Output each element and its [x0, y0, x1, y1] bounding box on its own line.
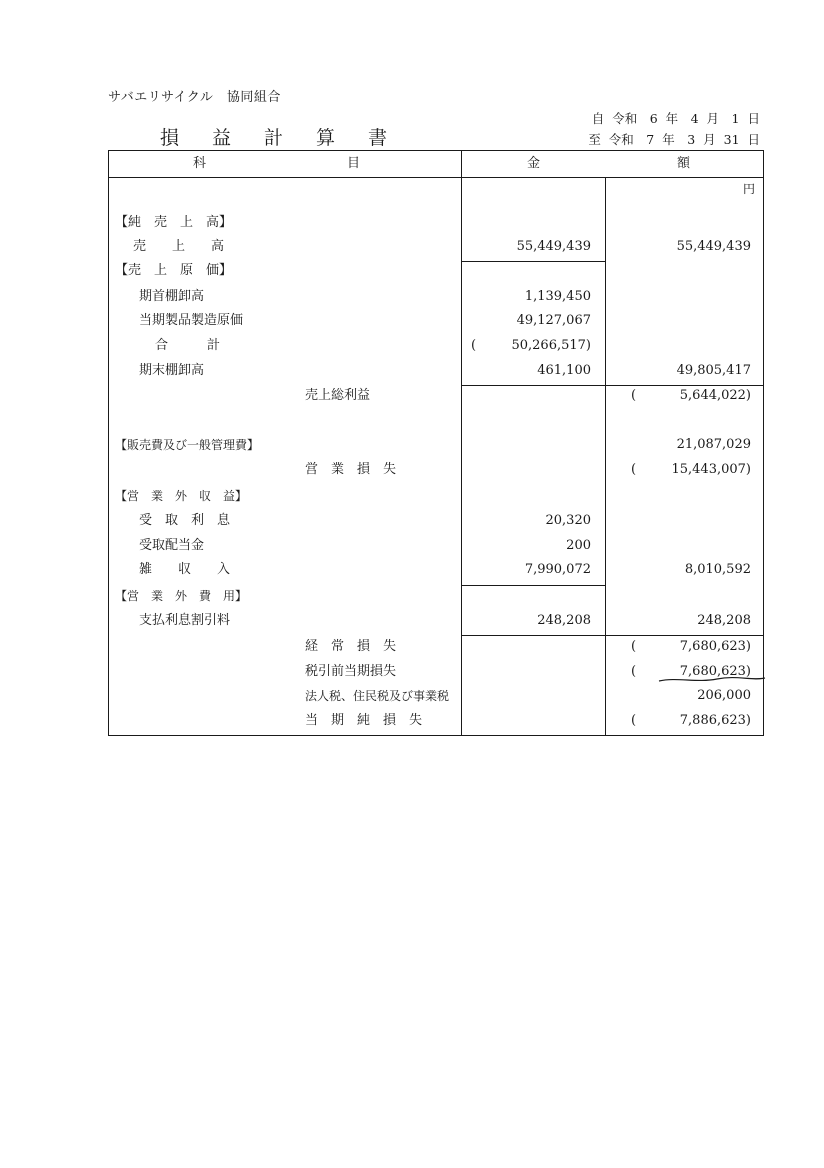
amount-col1: 1,139,450 — [524, 289, 591, 304]
header-kamoku-left: 科 — [193, 156, 207, 171]
period-to: 至 令和 7 年 3 月 31 日 — [588, 132, 760, 147]
open-paren: ( — [631, 664, 637, 679]
income-statement-table — [108, 150, 764, 736]
document-title: 損益計算書 — [160, 127, 421, 149]
period-from: 自 令和 6 年 4 月 1 日 — [591, 111, 760, 126]
row-label: 売 上 高 — [133, 239, 225, 254]
row-label: 【営 業 外 費 用】 — [115, 589, 248, 603]
amount-col1: 20,320 — [545, 513, 591, 528]
row-label: 合 計 — [155, 338, 221, 353]
row-label: 法人税、住民税及び事業税 — [305, 689, 450, 703]
row-label: 受取配当金 — [139, 538, 205, 553]
col1-rule-2 — [461, 385, 605, 386]
amount-col1: 55,449,439 — [516, 239, 591, 254]
col1-rule-1 — [461, 261, 605, 262]
row-label: 雑 収 入 — [139, 562, 231, 577]
open-paren: ( — [631, 639, 637, 654]
row-label: 受 取 利 息 — [139, 513, 231, 528]
amount-col2: 49,805,417 — [676, 363, 751, 378]
amount-col1: 7,990,072 — [524, 562, 591, 577]
amount-col1: 200 — [566, 538, 591, 553]
amount-col2: 206,000 — [697, 688, 751, 703]
amount-col1: 248,208 — [537, 613, 591, 628]
open-paren: ( — [631, 388, 637, 403]
col1-rule-3 — [461, 585, 605, 586]
amount-col2: 7,680,623) — [679, 664, 751, 679]
row-label: 経 常 損 失 — [305, 639, 397, 654]
column-divider-1 — [461, 151, 462, 735]
row-label: 当期製品製造原価 — [139, 313, 244, 328]
row-label: 税引前当期損失 — [305, 664, 397, 679]
amount-col1: 50,266,517) — [511, 338, 591, 353]
col2-rule-2 — [605, 635, 763, 636]
header-divider — [109, 177, 763, 178]
amount-col2: 7,886,623) — [679, 713, 751, 728]
handwritten-underline — [657, 675, 767, 685]
amount-col1: 461,100 — [537, 363, 591, 378]
amount-col2: 7,680,623) — [679, 639, 751, 654]
open-paren: ( — [631, 462, 637, 477]
header-kin: 金 — [527, 156, 541, 171]
row-label: 営 業 損 失 — [305, 462, 397, 477]
row-label: 【売 上 原 価】 — [115, 263, 233, 278]
row-label: 期首棚卸高 — [139, 289, 205, 304]
organization-name: サバエリサイクル 協同組合 — [108, 90, 281, 105]
row-label: 売上総利益 — [305, 388, 371, 403]
amount-col2: 55,449,439 — [676, 239, 751, 254]
row-label: 支払利息割引料 — [139, 613, 231, 628]
amount-col2: 8,010,592 — [684, 562, 751, 577]
amount-col1: 49,127,067 — [516, 313, 591, 328]
header-kamoku-right: 目 — [347, 156, 361, 171]
open-paren: ( — [631, 713, 637, 728]
header-gaku: 額 — [677, 156, 691, 171]
col2-rule-1 — [605, 385, 763, 386]
row-label: 当 期 純 損 失 — [305, 713, 423, 728]
open-paren: ( — [471, 338, 477, 353]
row-label: 【営 業 外 収 益】 — [115, 489, 248, 503]
col1-rule-4 — [461, 635, 605, 636]
column-divider-2 — [605, 177, 606, 735]
row-label: 【純 売 上 高】 — [115, 215, 233, 230]
amount-col2: 5,644,022) — [679, 388, 751, 403]
amount-col2: 21,087,029 — [676, 437, 751, 452]
row-label: 期末棚卸高 — [139, 363, 205, 378]
row-label: 【販売費及び一般管理費】 — [115, 438, 260, 452]
unit-yen: 円 — [742, 182, 755, 196]
amount-col2: 15,443,007) — [671, 462, 751, 477]
amount-col2: 248,208 — [697, 613, 751, 628]
